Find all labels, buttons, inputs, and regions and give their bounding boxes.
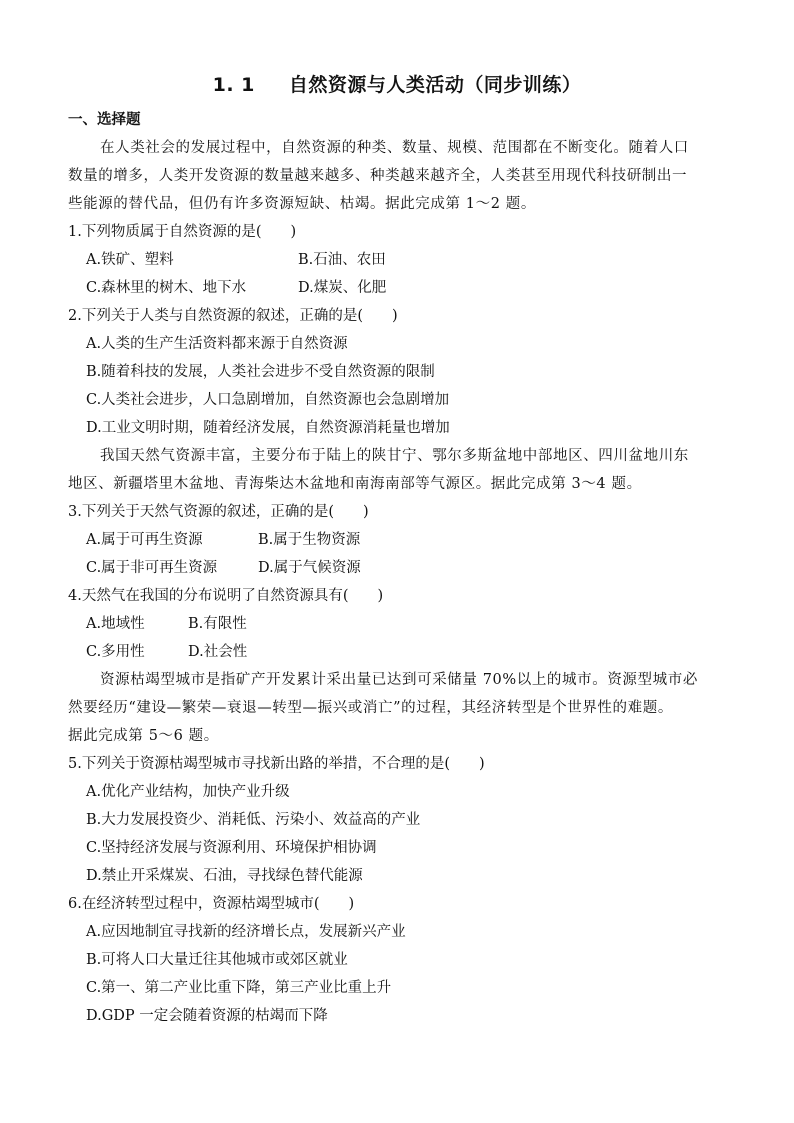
passage-1-line-3: 些能源的替代品，但仍有许多资源短缺、枯竭。据此完成第 1～2 题。	[68, 196, 536, 212]
passage-3-line-2: 然要经历“建设—繁荣—衰退—转型—振兴或消亡”的过程，其经济转型是个世界性的难题。	[68, 700, 673, 716]
passage-3-line-1: 资源枯竭型城市是指矿产开发累计采出量已达到可采储量 70%以上的城市。资源型城市必	[100, 672, 698, 688]
question-4-option-c: C.多用性	[86, 644, 145, 660]
question-5-option-a: A.优化产业结构，加快产业升级	[86, 784, 290, 800]
passage-3-line-3: 据此完成第 5～6 题。	[68, 728, 219, 744]
question-3-option-a: A.属于可再生资源	[86, 532, 203, 548]
question-6-option-a: A.应因地制宜寻找新的经济增长点，发展新兴产业	[86, 924, 406, 940]
question-2-option-c: C.人类社会进步，人口急剧增加，自然资源也会急剧增加	[86, 392, 450, 408]
question-4-option-d: D.社会性	[188, 644, 248, 660]
passage-2-line-1: 我国天然气资源丰富，主要分布于陆上的陕甘宁、鄂尔多斯盆地中部地区、四川盆地川东	[100, 448, 689, 464]
question-1-option-d: D.煤炭、化肥	[298, 280, 387, 296]
passage-1-line-1: 在人类社会的发展过程中，自然资源的种类、数量、规模、范围都在不断变化。随着人口	[100, 140, 689, 156]
question-3-option-c: C.属于非可再生资源	[86, 560, 218, 576]
question-1-stem: 1.下列物质属于自然资源的是( )	[68, 224, 297, 240]
question-3-stem: 3.下列关于天然气资源的叙述，正确的是( )	[68, 504, 369, 520]
title-number: 1. 1	[212, 74, 255, 96]
question-6-stem: 6.在经济转型过程中，资源枯竭型城市( )	[68, 896, 355, 912]
passage-1-line-2: 数量的增多，人类开发资源的数量越来越多、种类越来越齐全，人类甚至用现代科技研制出一	[68, 168, 688, 184]
section-heading: 一、选择题	[68, 112, 141, 128]
question-6-option-b: B.可将人口大量迁往其他城市或郊区就业	[86, 952, 348, 968]
question-1-option-a: A.铁矿、塑料	[86, 252, 174, 268]
question-5-stem: 5.下列关于资源枯竭型城市寻找新出路的举措，不合理的是( )	[68, 756, 485, 772]
page-title	[0, 70, 794, 97]
question-4-stem: 4.天然气在我国的分布说明了自然资源具有( )	[68, 588, 384, 604]
question-6-option-c: C.第一、第二产业比重下降，第三产业比重上升	[86, 980, 392, 996]
question-4-option-a: A.地域性	[86, 616, 145, 632]
question-4-option-b: B.有限性	[188, 616, 247, 632]
question-1-option-b: B.石油、农田	[298, 252, 386, 268]
question-3-option-d: D.属于气候资源	[258, 560, 361, 576]
question-5-option-b: B.大力发展投资少、消耗低、污染小、效益高的产业	[86, 812, 421, 828]
passage-2-line-2: 地区、新疆塔里木盆地、青海柴达木盆地和南海南部等气源区。据此完成第 3～4 题。	[68, 476, 642, 492]
title-text: 自然资源与人类活动（同步训练）	[288, 74, 582, 96]
question-2-option-a: A.人类的生产生活资料都来源于自然资源	[86, 336, 348, 352]
question-5-option-d: D.禁止开采煤炭、石油，寻找绿色替代能源	[86, 868, 363, 884]
question-6-option-d: D.GDP 一定会随着资源的枯竭而下降	[86, 1008, 328, 1024]
question-2-option-d: D.工业文明时期，随着经济发展，自然资源消耗量也增加	[86, 420, 450, 436]
question-2-stem: 2.下列关于人类与自然资源的叙述，正确的是( )	[68, 308, 398, 324]
question-1-option-c: C.森林里的树木、地下水	[86, 280, 247, 296]
question-5-option-c: C.坚持经济发展与资源利用、环境保护相协调	[86, 840, 377, 856]
question-3-option-b: B.属于生物资源	[258, 532, 361, 548]
question-2-option-b: B.随着科技的发展，人类社会进步不受自然资源的限制	[86, 364, 435, 380]
